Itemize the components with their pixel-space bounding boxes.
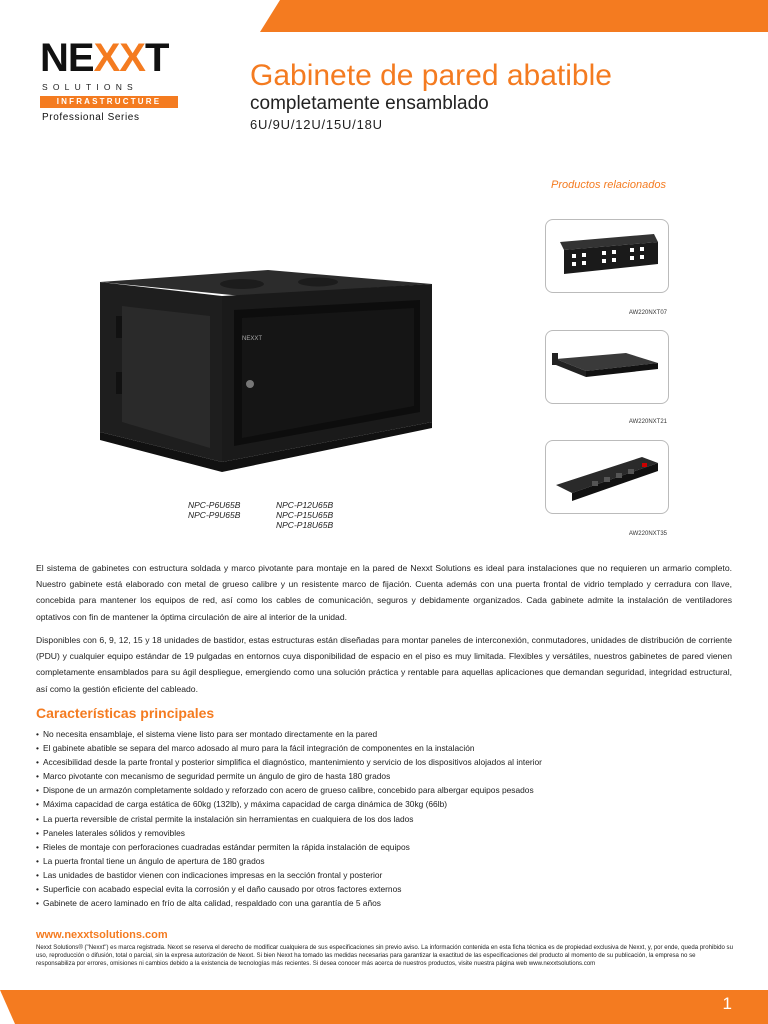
models-column-2 xyxy=(276,500,333,530)
description-paragraph-2: Disponibles con 6, 9, 12, 15 y 18 unidades de bastidor, estas estructuras están diseñadas para montar paneles de interconexión, conmutadores, unidades de distribución de corriente (PDU) y cualquier equipo estándar de 19 pulgadas en entornos cuya disponibilidad de espacio en el piso es muy limitada. Flexibles y versátiles, nuestros gabinetes de pared vienen completamente ensamblados para su ágil despliegue, emergiendo como una solución práctica y rentable para aquellas aplicaciones que demandan seguridad, integridad estructural, así como la gestión eficiente del cableado. xyxy=(36,635,732,694)
feature-item: • Rieles de montaje con perforaciones cuadradas estándar permiten la rápida instalación de equipos xyxy=(36,840,736,854)
feature-item: • Gabinete de acero laminado en frío de alta calidad, respaldado con una garantía de 5 años xyxy=(36,896,736,910)
model-code: NPC-P9U65B xyxy=(188,510,241,520)
model-code: NPC-P6U65B xyxy=(188,500,241,510)
page-number: 1 xyxy=(722,994,732,1013)
power-strip-image xyxy=(546,441,668,513)
feature-item: • Máxima capacidad de carga estática de 60kg (132lb), y máxima capacidad de carga dinámica de 30kg (66lb) xyxy=(36,797,736,811)
models-column-1 xyxy=(188,500,240,520)
related-product-card-2[interactable] xyxy=(545,330,669,404)
related-product-code-2: AW220NXT21 xyxy=(628,419,667,425)
logo-solutions: SOLUTIONS xyxy=(42,82,138,92)
feature-item: • Paneles laterales sólidos y removibles xyxy=(36,826,736,840)
features-title: Características principales xyxy=(36,705,215,721)
logo-wordmark: NEXXT xyxy=(40,36,169,80)
feature-item: • Las unidades de bastidor vienen con indicaciones impresas en la sección frontal y posterior xyxy=(36,868,736,882)
legal-disclaimer: Nexxt Solutions® ("Nexxt") es marca registrada. Nexxt se reserva el derecho de modificar cualquiera de sus especificaciones sin previo aviso. La información contenida en esta ficha técnica es de propiedad exclusiva de Nexxt, y, por ende, queda prohibido su uso, reproducción o difusión, total o parcial, sin la expresa autorización de Nexxt. Si bien Nexxt ha tomado las medidas necesarias para garantizar la exactitud de las especificaciones del producto al momento de su publicación, la empresa no se responsabiliza por errores, omisiones ni cambios debido a la existencia de tecnologías más recientes. Si desea conocer más acerca de nuestros productos, visite nuestra página web www.nexxtsolutions.com xyxy=(36,944,733,968)
page-subtitle: completamente ensamblado xyxy=(250,93,489,114)
related-product-code-1: AW220NXT07 xyxy=(628,310,667,316)
logo-series: Professional Series xyxy=(42,112,140,123)
top-accent-banner xyxy=(260,0,768,32)
model-code: NPC-P12U65B xyxy=(276,500,334,510)
nexxt-logo xyxy=(40,38,180,124)
feature-item: • Marco pivotante con mecanismo de seguridad permite un ángulo de giro de hasta 180 grados xyxy=(36,769,736,783)
feature-item: • La puerta reversible de cristal permite la instalación sin herramientas en cualquiera de los dos lados xyxy=(36,812,736,826)
model-code: NPC-P15U65B xyxy=(276,510,334,520)
bottom-accent-banner xyxy=(0,990,768,1024)
rack-shelf-image xyxy=(546,331,668,403)
feature-item: • Accesibilidad desde la parte frontal y posterior simplifica el diagnóstico, mantenimiento y servicio de los dispositivos alojados al interior xyxy=(36,755,736,769)
related-product-card-3[interactable] xyxy=(545,440,669,514)
page-title: Gabinete de pared abatible xyxy=(250,59,612,92)
cable-manager-image xyxy=(546,220,668,292)
feature-item: • Superficie con acabado especial evita la corrosión y el daño causado por otros factores externos xyxy=(36,882,736,896)
logo-infrastructure-band: INFRASTRUCTURE xyxy=(40,96,178,108)
svg-text:NEXXT: NEXXT xyxy=(242,336,263,342)
feature-item: • Dispone de un armazón completamente soldado y reforzado con acero de grueso calibre, concebido para albergar equipos pesados xyxy=(36,783,736,797)
rack-sizes: 6U/9U/12U/15U/18U xyxy=(250,117,383,132)
wall-cabinet-image xyxy=(92,262,442,484)
model-code: NPC-P18U65B xyxy=(276,520,334,530)
related-product-code-3: AW220NXT35 xyxy=(628,531,667,537)
feature-item: • La puerta frontal tiene un ángulo de apertura de 180 grados xyxy=(36,854,736,868)
feature-item: • No necesita ensamblaje, el sistema viene listo para ser montado directamente en la pared xyxy=(36,727,736,741)
related-product-card-1[interactable] xyxy=(545,219,669,293)
website-link[interactable]: www.nexxtsolutions.com xyxy=(36,929,168,941)
features-list xyxy=(36,727,736,910)
related-products-title: Productos relacionados xyxy=(551,179,666,191)
description-paragraph-1: El sistema de gabinetes con estructura soldada y marco pivotante para montaje en la pared de Nexxt Solutions es ideal para instalaciones que no requieren un armario completo. Nuestro gabinete está elaborado con metal de grueso calibre y un resistente marco de fijación. Cuenta además con una puerta frontal de vidrio templado y cerradura con llave, concebida para mantener los equipos de red, así como los cables de comunicación, seguros y debidamente organizados. Cada gabinete admite la instalación de ventiladores optativos con fin de mantener la óptima circulación de aire al interior de la unidad. xyxy=(36,563,732,622)
feature-item: • El gabinete abatible se separa del marco adosado al muro para la fácil integración de componentes en la instalación xyxy=(36,741,736,755)
